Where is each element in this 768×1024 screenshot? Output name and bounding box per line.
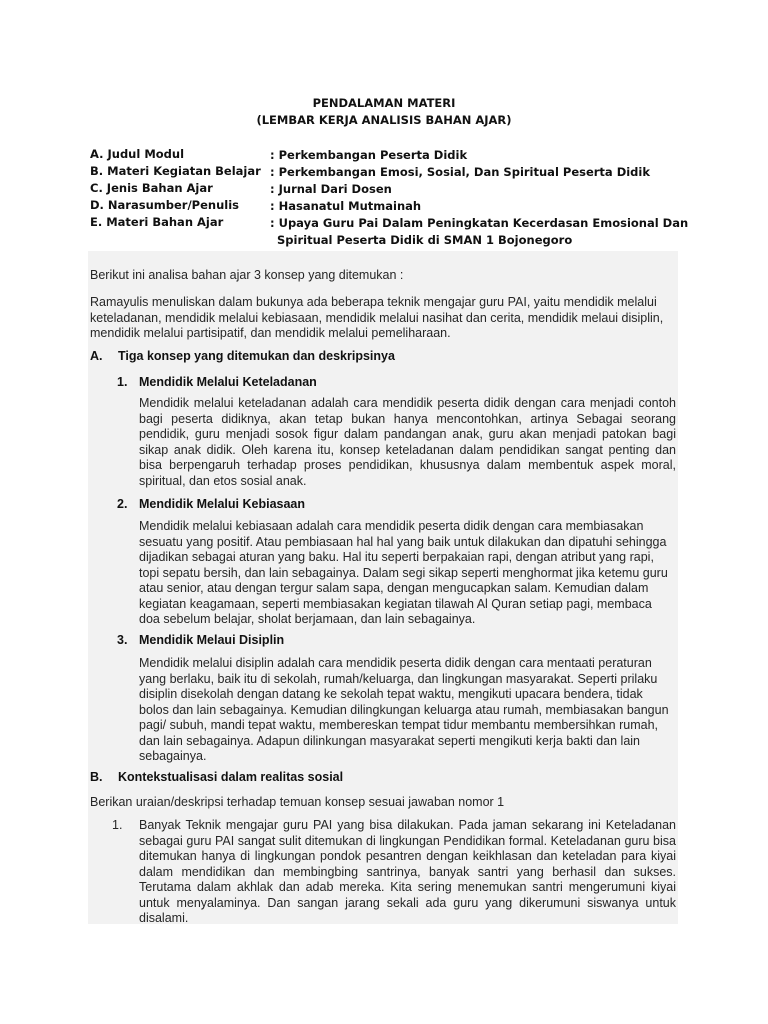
item-text-kebiasaan: Mendidik melalui kebiasaan adalah cara mendidik peserta didik dengan cara membiasakan sesuatu yang positif. Atau pembiasaan hal hal yang baik untuk dilakukan dan dipatuhi sehingga dijadikan sebagai aturan yang baku. Hal itu seperti berpakaian rapi, dengan atribut yang rapi, topi sepatu bersih, dan lain sebagainya. Dalam segi sikap seperti menghormat jika ketemu guru atau senior, atau dengan tergur salam sapa, dengan mengucapkan salam. Kemudian dalam kegiatan keagamaan, seperti membiasakan kegiatan tilawah Al Quran setiap pagi, membaca doa sebelum belajar, sholat berjamaan, dan lain sebagainya. — [139, 519, 668, 626]
answer-text: Banyak Teknik mengajar guru PAI yang bisa dilakukan. Pada jaman sekarang ini Keteladanan sebagai guru PAI sangat sulit ditemukan di lingkungan Pendidikan formal. Keteladanan guru bisa ditemukan hanya di lingkungan pondok pesantren dengan keikhlasan dan keteladan para kiyai dalam mendidikan dan membingbing santrinya, banyak santri yang berhasil dan sukses. Terutama dalam akhlak dan adab mereka. Kita sering menemukan santri mengerumuni kiyai untuk menyalaminya. Dan sangan jarang sekali ada guru yang dikerumuni siswanya untuk disalami. — [139, 818, 676, 925]
item-heading-disiplin: Mendidik Melaui Disiplin — [139, 633, 285, 647]
summary-paragraph: Ramayulis menuliskan dalam bukunya ada beberapa teknik mengajar guru PAI, yaitu mendidik melalui keteladanan, mendidik melalui kebiasaan, mendidik melalui nasihat dan cerita, mendidik melaui disiplin, mendidik melalui partisipatif, dan mendidik melalui pemeliharaan. — [90, 295, 664, 340]
item-text-disiplin: Mendidik melalui disiplin adalah cara mendidik peserta didik dengan cara mentaati peraturan yang berlaku, baik itu di sekolah, rumah/keluarga, dan lingkungan masyarakat. Seperti prilaku disiplin disekolah dengan datang ke sekolah tepat waktu, mengikuti upacara bendera, tidak bolos dan lain sebagainya. Kemudian dilingkungan keluarga atau rumah, membiasakan bangun pagi/ subuh, mandi tepat waktu, membereskan tempat tidur membantu membersihkan rumah, dan lain sebagainya. Adapun dilinkungan masyarakat seperti mengikuti kerja bakti dan lain sebagainya. — [139, 656, 669, 763]
item-text-keteladanan: Mendidik melalui keteladanan adalah cara mendidik peserta didik dengan cara menjadi contoh bagi peserta didiknya, akan tetap bukan hanya mencontohkan, artinya Sebagai seorang pendidik, guru menjadi sosok figur dalam pandangan anak, guru akan menjadi patokan bagi sikap anak didik. Oleh karena itu, konsep keteladanan dalam pendidikan sangat penting dan bisa berpengaruh terhadap proses pendidikan, khususnya dalam membentuk aspek moral, spiritual, dan etos sosial anak. — [139, 396, 676, 488]
section-a-heading: Tiga konsep yang ditemukan dan deskripsinya — [118, 349, 395, 363]
meta-value: : Hasanatul Mutmainah — [270, 199, 422, 213]
meta-value: : Perkembangan Emosi, Sosial, Dan Spiritual Peserta Didik — [270, 165, 650, 179]
meta-row-materi-bahan — [90, 215, 690, 249]
answer-number: 1. — [112, 818, 123, 832]
meta-row-judul-modul — [90, 147, 690, 164]
item-number: 1. — [117, 375, 128, 389]
meta-value: : Upaya Guru Pai Dalam Peningkatan Kecerdasan Emosional Dan — [270, 216, 689, 230]
intro-text: Berikut ini analisa bahan ajar 3 konsep yang ditemukan : — [90, 268, 404, 282]
item-number: 2. — [117, 497, 128, 511]
item-number: 3. — [117, 633, 128, 647]
meta-row-narasumber — [90, 198, 690, 215]
meta-label: B. Materi Kegiatan Belajar — [90, 164, 261, 178]
meta-label: D. Narasumber/Penulis — [90, 198, 239, 212]
section-b-prompt: Berikan uraian/deskripsi terhadap temuan konsep sesuai jawaban nomor 1 — [90, 795, 505, 809]
meta-value-continued: Spiritual Peserta Didik di SMAN 1 Bojonegoro — [277, 233, 573, 247]
section-b-heading: Kontekstualisasi dalam realitas sosial — [118, 770, 344, 784]
meta-row-materi-kegiatan — [90, 164, 690, 181]
meta-value: : Jurnal Dari Dosen — [270, 182, 392, 196]
meta-label: E. Materi Bahan Ajar — [90, 215, 224, 229]
section-a-number: A. — [90, 349, 103, 363]
meta-label: C. Jenis Bahan Ajar — [90, 181, 213, 195]
item-heading-keteladanan: Mendidik Melalui Keteladanan — [139, 375, 317, 389]
section-b-number: B. — [90, 770, 103, 784]
meta-label: A. Judul Modul — [90, 147, 185, 161]
page-title: PENDALAMAN MATERI — [312, 96, 456, 110]
meta-row-jenis-bahan — [90, 181, 690, 198]
meta-value: : Perkembangan Peserta Didik — [270, 148, 468, 162]
page-subtitle: (LEMBAR KERJA ANALISIS BAHAN AJAR) — [256, 113, 512, 127]
item-heading-kebiasaan: Mendidik Melalui Kebiasaan — [139, 497, 306, 511]
